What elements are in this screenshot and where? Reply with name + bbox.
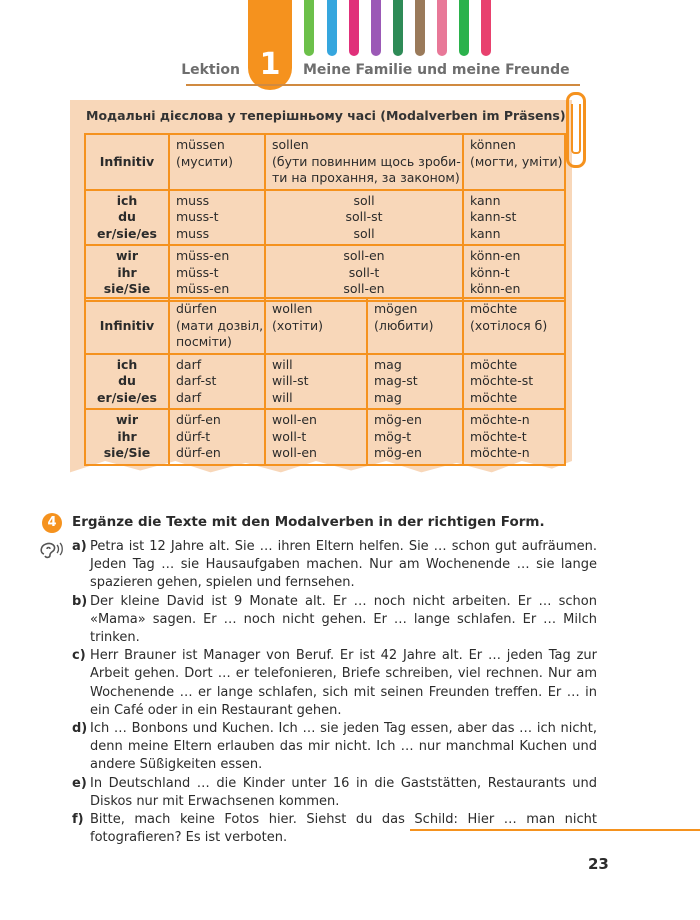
cell-line: will	[272, 389, 293, 405]
cell-line: soll	[353, 192, 375, 208]
cell-line: ich	[116, 192, 138, 208]
cell-line: du	[118, 373, 136, 388]
cell-line: kann-st	[470, 209, 517, 224]
cell-line: könn-t	[470, 264, 510, 280]
singular-forms-muessen	[169, 190, 265, 246]
cell-line: möchte	[470, 301, 518, 316]
item-text: Der kleine David ist 9 Monate alt. Er … noch nicht arbeiten. Er … schon «Mama» sagen. Er … noch nicht gehen. Er … lange schlafen. Er … Milch trinken.	[90, 593, 597, 646]
color-tab	[304, 0, 314, 56]
modal-verbs-table-2	[84, 297, 566, 466]
cell-line: kann	[470, 225, 501, 241]
cell-line: dürf-en	[176, 412, 221, 427]
cell-line: müss-t	[176, 264, 219, 280]
cell-line: muss-t	[176, 209, 219, 224]
cell-line: müss-en	[176, 281, 230, 296]
table-row	[85, 409, 565, 465]
item-label: a)	[72, 539, 87, 554]
cell-line: посміти)	[176, 334, 232, 349]
cell-line: möchte	[470, 356, 518, 372]
cell-line: (мусити)	[176, 153, 233, 169]
cell-line: mög-en	[374, 445, 422, 460]
cell-line: können	[470, 137, 516, 152]
color-tab	[459, 0, 469, 56]
cell-line: will-st	[272, 373, 309, 388]
singular-forms-moegen	[367, 354, 463, 410]
infinitive-label: Infinitiv	[85, 134, 169, 190]
cell-line: soll-t	[348, 264, 380, 280]
plural-pronouns	[85, 409, 169, 465]
singular-forms-wollen	[265, 354, 367, 410]
cell-line: dürfen	[176, 301, 218, 316]
cell-line: darf-st	[176, 373, 217, 388]
page-number: 23	[588, 855, 609, 873]
listening-ear-icon	[38, 540, 64, 560]
cell-line: (хотілося б)	[470, 317, 548, 333]
cell-line: er/sie/es	[97, 389, 157, 405]
cell-line: mög-en	[374, 412, 422, 427]
exercise-number-badge: 4	[42, 513, 62, 533]
infinitive-label: Infinitiv	[85, 298, 169, 354]
cell-line: (хотіти)	[272, 317, 323, 333]
cell-line: (любити)	[374, 317, 434, 333]
cell-line: möchte-n	[470, 412, 530, 427]
table-row	[85, 245, 565, 301]
cell-line: muss	[176, 225, 210, 241]
cell-line: möchte	[470, 389, 518, 405]
cell-line: möchte-st	[470, 373, 534, 388]
cell-line: darf	[176, 389, 202, 405]
cell-line: woll-en	[272, 445, 317, 460]
cell-line: will	[272, 356, 293, 372]
singular-forms-sollen	[265, 190, 463, 246]
cell-line: müssen	[176, 137, 225, 152]
exercise-item	[72, 538, 597, 593]
grammar-table-title: Модальні дієслова у теперішньому часі (Modalverben im Präsens)	[86, 108, 566, 123]
exercise-item	[72, 647, 597, 720]
cell-line: ich	[116, 356, 138, 372]
cell-line: soll-en	[343, 248, 385, 263]
item-text: Petra ist 12 Jahre alt. Sie … ihren Eltern helfen. Sie … schon gut aufräumen. Jeden Tag … sie Hausaufgaben machen. Nur am Wochenende … sie lange spazieren gehen, spielen und fernsehen.	[90, 539, 597, 591]
plural-forms-muessen	[169, 245, 265, 301]
verb-head-muessen	[169, 134, 265, 190]
chapter-title: Meine Familie und meine Freunde	[303, 62, 570, 78]
cell-line: möchte-n	[470, 445, 530, 460]
cell-line: dürf-t	[176, 428, 211, 444]
cell-line: wollen	[272, 301, 313, 316]
cell-line: ти на прохання, за законом)	[272, 170, 460, 185]
color-tab	[415, 0, 425, 56]
color-tab	[349, 0, 359, 56]
header-divider	[186, 84, 580, 86]
plural-forms-sollen	[265, 245, 463, 301]
plural-forms-koennen	[463, 245, 565, 301]
cell-line: mög-t	[374, 428, 412, 444]
cell-line: (мати дозвіл,	[176, 317, 264, 333]
plural-forms-duerfen	[169, 409, 265, 465]
cell-line: mag	[374, 356, 402, 372]
singular-pronouns	[85, 354, 169, 410]
modal-verbs-table-1	[84, 133, 566, 302]
cell-line: mögen	[374, 301, 418, 316]
plural-forms-wollen	[265, 409, 367, 465]
color-tab	[481, 0, 491, 56]
cell-line: (бути повинним щось зроби-	[272, 153, 461, 169]
cell-line: könn-en	[470, 248, 521, 263]
cell-line: sie/Sie	[103, 281, 151, 296]
color-tab	[371, 0, 381, 56]
lektion-number-badge: 1	[248, 0, 292, 90]
verb-head-moechte	[463, 298, 565, 354]
singular-forms-duerfen	[169, 354, 265, 410]
item-label: b)	[72, 593, 88, 609]
cell-line: kann	[470, 192, 501, 208]
table-row	[85, 134, 565, 190]
cell-line: könn-en	[470, 281, 521, 296]
item-label: c)	[72, 648, 86, 664]
plural-pronouns	[85, 245, 169, 301]
paperclip-icon-inner	[571, 104, 581, 154]
cell-line: du	[118, 209, 136, 224]
cell-line: dürf-en	[176, 445, 221, 460]
table-row	[85, 354, 565, 410]
cell-line: woll-t	[272, 428, 307, 444]
cell-line: möchte-t	[470, 428, 527, 444]
plural-forms-moechte	[463, 409, 565, 465]
cell-line: darf	[176, 356, 202, 372]
item-text: In Deutschland … die Kinder unter 16 in die Gaststätten, Restaurants und Diskos nur mit Erwachsenen kommen.	[90, 775, 597, 809]
item-text: Herr Brauner ist Manager von Beruf. Er ist 42 Jahre alt. Er … jeden Tag zur Arbeit gehen. Dort … er telefonieren, Briefe schreiben, viel rechnen. Nur am Wochenende … er lange schlafen, sich mit seinen Freunden treffen. Er … in ein Café oder in ein Restaurant gehen.	[90, 648, 597, 718]
verb-head-sollen	[265, 134, 463, 190]
cell-line: soll-st	[345, 209, 383, 224]
singular-forms-moechte	[463, 354, 565, 410]
plural-forms-moegen	[367, 409, 463, 465]
cell-line: müss-en	[176, 248, 230, 263]
item-label: e)	[72, 775, 87, 791]
cell-line: (могти, уміти)	[470, 153, 563, 169]
item-label: d)	[72, 721, 88, 737]
cell-line: soll-en	[343, 281, 385, 296]
table-row	[85, 298, 565, 354]
cell-line: soll	[353, 225, 375, 241]
color-tab	[327, 0, 337, 56]
singular-pronouns	[85, 190, 169, 246]
cell-line: muss	[176, 192, 210, 208]
lektion-label: Lektion	[181, 62, 240, 78]
cell-line: sie/Sie	[103, 445, 151, 460]
verb-head-duerfen	[169, 298, 265, 354]
item-label: f)	[72, 812, 84, 828]
verb-head-wollen	[265, 298, 367, 354]
verb-head-moegen	[367, 298, 463, 354]
cell-line: sollen	[272, 137, 309, 152]
exercise-item	[72, 593, 597, 648]
exercise-item	[72, 775, 597, 811]
cell-line: ihr	[117, 428, 137, 444]
exercise-title: Ergänze die Texte mit den Modalverben in der richtigen Form.	[72, 514, 545, 530]
singular-forms-koennen	[463, 190, 565, 246]
exercise-items	[72, 538, 597, 847]
cell-line: mag-st	[374, 373, 418, 388]
table-row	[85, 190, 565, 246]
exercise-item	[72, 720, 597, 775]
color-tab	[393, 0, 403, 56]
cell-line: wir	[116, 412, 138, 427]
item-text: Bitte, mach keine Fotos hier. Siehst du das Schild: Hier … man nicht fotografieren? Es ist verboten.	[90, 812, 597, 846]
cell-line: woll-en	[272, 412, 317, 427]
item-text: Ich … Bonbons und Kuchen. Ich … sie jeden Tag essen, aber das … ich nicht, denn meine Eltern erlauben das mir nicht. Ich … nur manchmal Kuchen und andere Süßigkeiten essen.	[90, 721, 597, 773]
cell-line: mag	[374, 389, 402, 405]
cell-line: er/sie/es	[97, 225, 157, 241]
footer-divider	[410, 829, 700, 831]
cell-line: ihr	[117, 264, 137, 280]
cell-line: wir	[116, 248, 138, 263]
verb-head-koennen	[463, 134, 565, 190]
color-tab	[437, 0, 447, 56]
